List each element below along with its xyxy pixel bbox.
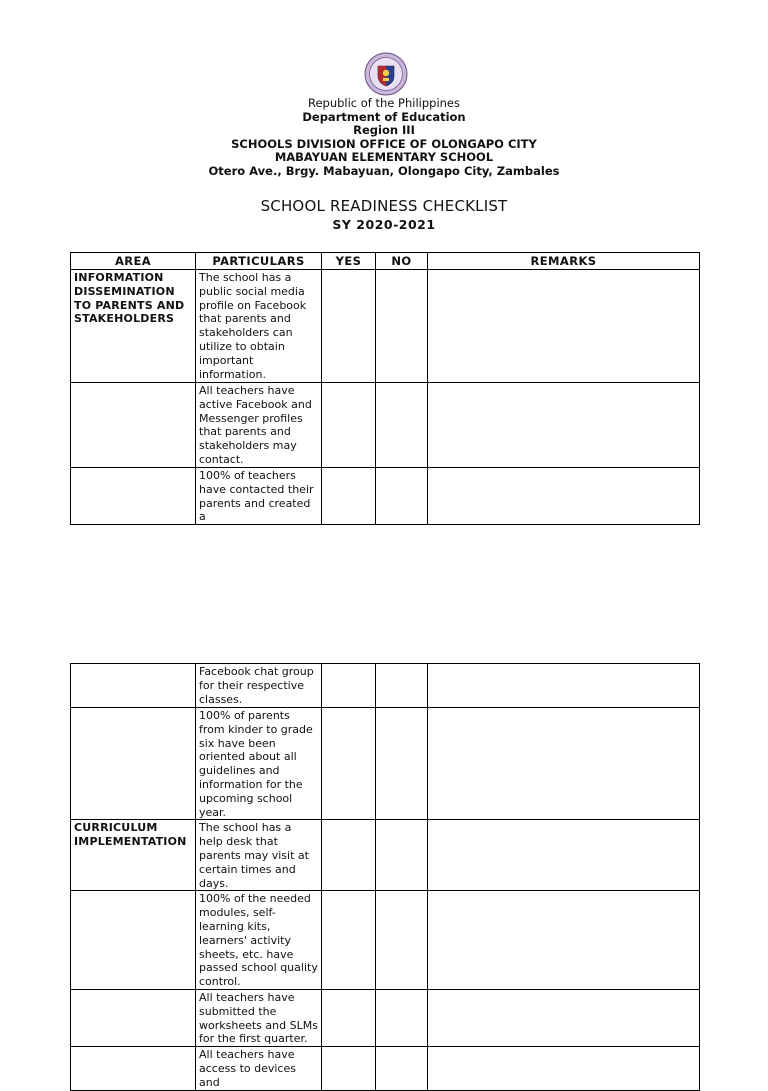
yes-cell[interactable] [322,664,376,708]
no-cell[interactable] [376,989,428,1046]
table-row [71,664,700,708]
no-cell[interactable] [376,891,428,990]
remarks-cell[interactable] [428,891,700,990]
column-header-remarks: REMARKS [428,253,700,270]
table-row [71,891,700,990]
no-cell[interactable] [376,270,428,383]
deped-seal-logo [364,52,408,96]
particulars-cell: 100% of parents from kinder to grade six have been oriented about all guidelines and information for the upcoming school year. [196,708,322,820]
table-header-row [71,253,700,270]
particulars-cell: Facebook chat group for their respective classes. [196,664,322,708]
area-cell [71,891,196,990]
checklist-table-page-1 [70,252,700,525]
header-department: Department of Education [302,109,466,124]
area-cell [71,664,196,708]
no-cell[interactable] [376,383,428,468]
area-cell [71,383,196,468]
particulars-cell: All teachers have access to devices and [196,1047,322,1090]
area-cell: CURRICULUM IMPLEMENTATION [71,820,196,891]
column-header-area: AREA [71,253,196,270]
yes-cell[interactable] [322,383,376,468]
header-region: Region III [353,123,415,138]
remarks-cell[interactable] [428,708,700,820]
no-cell[interactable] [376,468,428,525]
no-cell[interactable] [376,820,428,891]
particulars-cell: All teachers have submitted the worksheets and SLMs for the first quarter. [196,989,322,1046]
column-header-particulars: PARTICULARS [196,253,322,270]
column-header-no: NO [376,253,428,270]
remarks-cell[interactable] [428,383,700,468]
yes-cell[interactable] [322,708,376,820]
remarks-cell[interactable] [428,270,700,383]
yes-cell[interactable] [322,989,376,1046]
table-row [71,468,700,525]
table-row [71,989,700,1046]
column-header-yes: YES [322,253,376,270]
area-cell [71,1047,196,1090]
table-row [71,383,700,468]
remarks-cell[interactable] [428,820,700,891]
no-cell[interactable] [376,1047,428,1090]
no-cell[interactable] [376,708,428,820]
particulars-cell: All teachers have active Facebook and Messenger profiles that parents and stakeholders may contact. [196,383,322,468]
remarks-cell[interactable] [428,664,700,708]
no-cell[interactable] [376,664,428,708]
remarks-cell[interactable] [428,989,700,1046]
remarks-cell[interactable] [428,1047,700,1090]
header-school: MABAYUAN ELEMENTARY SCHOOL [274,150,494,165]
area-cell [71,708,196,820]
particulars-cell: 100% of teachers have contacted their parents and created a [196,468,322,525]
header-republic: Republic of the Philippines [307,96,461,110]
table-row [71,820,700,891]
table-row [71,270,700,383]
letterhead [0,97,768,179]
area-cell [71,989,196,1046]
table-row [71,1047,700,1090]
yes-cell[interactable] [322,1047,376,1090]
school-year: SY 2020-2021 [332,217,436,232]
yes-cell[interactable] [322,820,376,891]
particulars-cell: 100% of the needed modules, self-learning kits, learners' activity sheets, etc. have passed school quality control. [196,891,322,990]
particulars-cell: The school has a help desk that parents may visit at certain times and days. [196,820,322,891]
header-division: SCHOOLS DIVISION OFFICE OF OLONGAPO CITY [231,136,537,151]
yes-cell[interactable] [322,468,376,525]
checklist-table-page-2 [70,663,700,1091]
area-cell [71,468,196,525]
remarks-cell[interactable] [428,468,700,525]
particulars-cell: The school has a public social media profile on Facebook that parents and stakeholders can utilize to obtain important information. [196,270,322,383]
yes-cell[interactable] [322,891,376,990]
document-title: SCHOOL READINESS CHECKLIST [260,197,508,215]
yes-cell[interactable] [322,270,376,383]
table-row [71,708,700,820]
header-address: Otero Ave., Brgy. Mabayuan, Olongapo City, Zambales [208,163,560,178]
area-cell: INFORMATION DISSEMINATION TO PARENTS AND STAKEHOLDERS [71,270,196,383]
